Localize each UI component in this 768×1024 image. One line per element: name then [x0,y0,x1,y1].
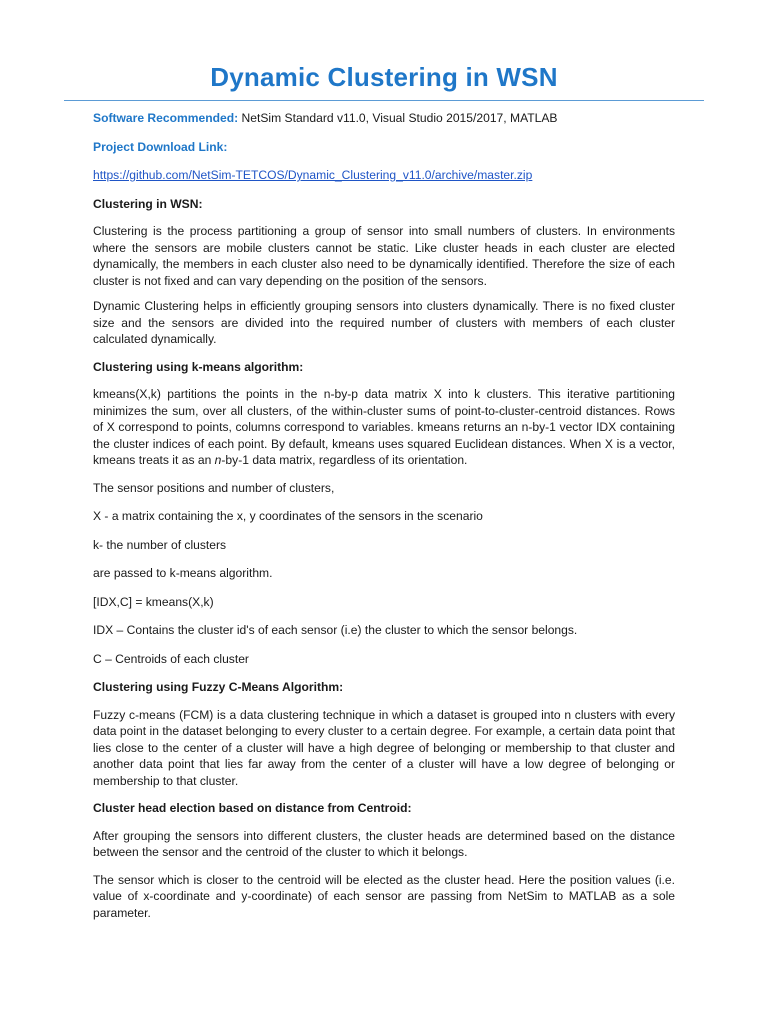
paragraph-kmeans-1: kmeans(X,k) partitions the points in the n-by-p data matrix X into k clusters. This iterative partitioning minimizes the sum, over all clusters, of the within-cluster sums of point-to-cluster-centroid distances. Rows of X correspond to points, columns correspond to variables. kmeans returns an n-by-1 vector IDX containing the cluster indices of each point. By default, kmeans uses squared Euclidean distances. When X is a vector, kmeans treats it as an n-by-1 data matrix, regardless of its orientation. [93,387,675,467]
kmeans-formula: [IDX,C] = kmeans(X,k) [93,594,214,609]
software-recommended [93,110,675,127]
title-divider [64,100,704,101]
kmeans-passed: are passed to k-means algorithm. [93,566,273,580]
download-label: Project Download Link: [93,139,228,154]
heading-clustering-wsn: Clustering in WSN: [93,196,203,211]
page-title: Dynamic Clustering in WSN [210,62,558,92]
software-value: NetSim Standard v11.0, Visual Studio 2015/2017, MATLAB [238,111,558,125]
paragraph-kmeans-2: The sensor positions and number of clusters, [93,480,335,495]
document-body [93,110,675,921]
heading-fcm: Clustering using Fuzzy C-Means Algorithm: [93,680,344,694]
kmeans-x-definition: X - a matrix containing the x, y coordinates of the sensors in the scenario [93,509,483,523]
paragraph-fcm: Fuzzy c-means (FCM) is a data clustering technique in which a dataset is grouped into n clusters with every data point in the dataset belonging to every cluster to a certain degree. For example, a certain data point that lies close to the center of a cluster will have a high degree of belonging or membership to that cluster and another data point that lies far away from the center of a cluster will have a low degree of belonging or membership to that cluster. [93,707,675,788]
paragraph-clustering-wsn-1: Clustering is the process partitioning a group of sensor into small numbers of clusters. In environments where the sensors are mobile clusters cannot be static. Like cluster heads in each cluster are elected dynamically, the members in each cluster also need to be dynamically identified. Therefore the size of each cluster is not fixed and can vary depending on the position of the sensors. [93,224,675,288]
heading-kmeans: Clustering using k-means algorithm: [93,359,304,374]
kmeans-idx-definition: IDX – Contains the cluster id's of each sensor (i.e) the cluster to which the sensor belongs. [93,623,578,637]
software-label: Software Recommended: [93,111,239,125]
kmeans-k-definition: k- the number of clusters [93,537,227,552]
paragraph-clustering-wsn-2: Dynamic Clustering helps in efficiently grouping sensors into clusters dynamically. There is no fixed cluster size and the sensors are divided into the required number of clusters with members of each cluster calculated dynamically. [93,299,675,346]
heading-cluster-head: Cluster head election based on distance from Centroid: [93,801,412,815]
download-link[interactable]: https://github.com/NetSim-TETCOS/Dynamic_Clustering_v11.0/archive/master.zip [93,168,533,182]
paragraph-cluster-head-2: The sensor which is closer to the centroid will be elected as the cluster head. Here the position values (i.e. value of x-coordinate and y-coordinate) of each sensor are passing from NetSim to MATLAB as a sole parameter. [93,872,675,920]
paragraph-cluster-head-1: After grouping the sensors into different clusters, the cluster heads are determined based on the distance between the sensor and the centroid of the cluster to which it belongs. [93,828,675,859]
kmeans-c-definition: C – Centroids of each cluster [93,651,249,666]
